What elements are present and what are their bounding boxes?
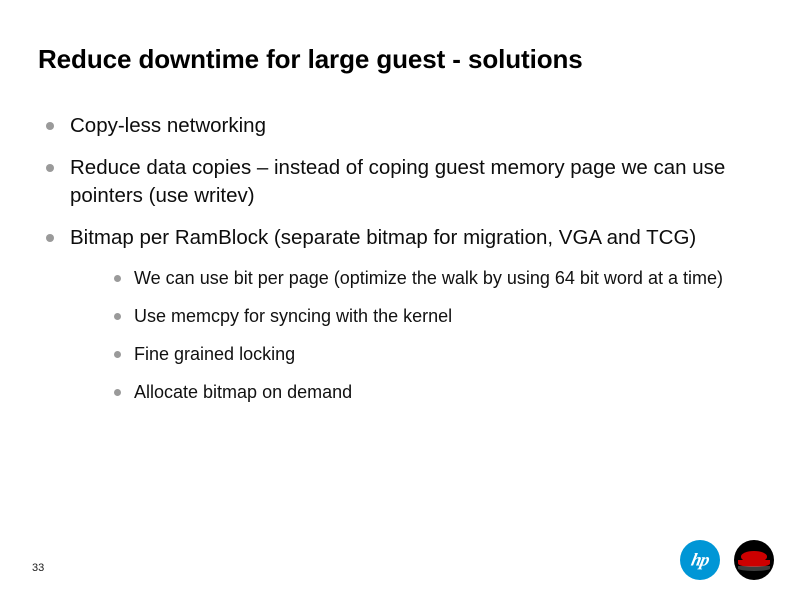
red-hat-logo-icon bbox=[734, 540, 774, 580]
bullet-dot-icon bbox=[114, 313, 121, 320]
list-item-text: Copy-less networking bbox=[70, 114, 266, 137]
list-item-text: We can use bit per page (optimize the walk by using 64 bit word at a time) bbox=[134, 268, 723, 288]
list-item bbox=[104, 380, 768, 405]
list-item bbox=[38, 154, 768, 210]
list-item-text: Reduce data copies – instead of coping guest memory page we can use pointers (use writev) bbox=[70, 156, 726, 207]
hp-logo-text: hp bbox=[689, 549, 711, 570]
page-title: Reduce downtime for large guest - solutions bbox=[38, 44, 583, 74]
slide-content bbox=[38, 112, 768, 419]
sub-bullet-list bbox=[104, 266, 768, 405]
hp-logo-icon bbox=[680, 540, 720, 580]
bullet-dot-icon bbox=[46, 234, 54, 242]
bullet-list bbox=[38, 112, 768, 405]
list-item bbox=[104, 304, 768, 329]
bullet-dot-icon bbox=[114, 351, 121, 358]
list-item-text: Fine grained locking bbox=[134, 344, 296, 364]
red-hat-shadow-shape bbox=[738, 566, 770, 571]
logo-group bbox=[680, 540, 774, 580]
bullet-dot-icon bbox=[46, 122, 54, 130]
sub-bullet-wrapper bbox=[104, 266, 768, 405]
list-item bbox=[38, 112, 768, 140]
bullet-dot-icon bbox=[114, 389, 121, 396]
list-item-text: Allocate bitmap on demand bbox=[134, 382, 353, 402]
list-item-text: Use memcpy for syncing with the kernel bbox=[134, 306, 453, 326]
bullet-dot-icon bbox=[46, 164, 54, 172]
list-item-text: Bitmap per RamBlock (separate bitmap for migration, VGA and TCG) bbox=[70, 226, 697, 249]
list-item bbox=[104, 342, 768, 367]
list-item bbox=[38, 224, 768, 405]
bullet-dot-icon bbox=[114, 275, 121, 282]
list-item bbox=[104, 266, 768, 291]
page-number: 33 bbox=[32, 562, 45, 574]
